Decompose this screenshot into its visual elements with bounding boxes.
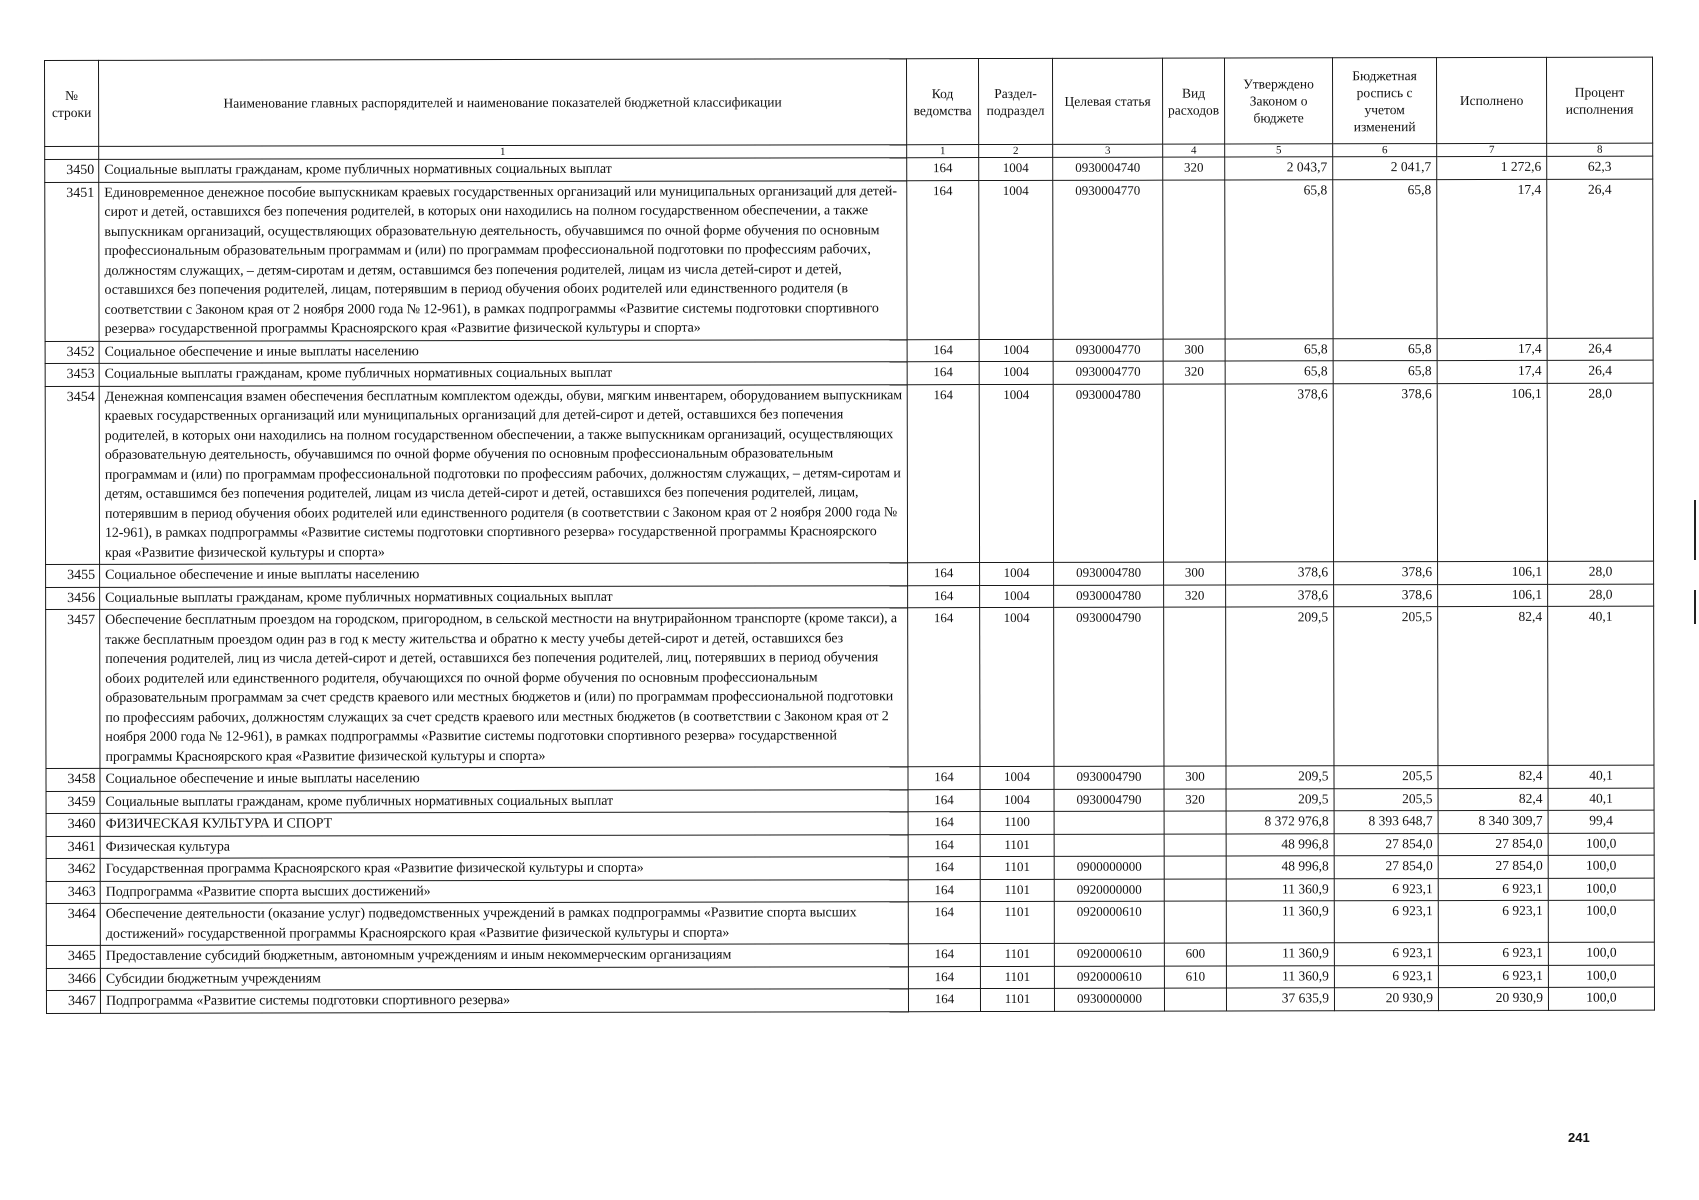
dept-code: 164 — [908, 812, 980, 835]
col-number — [45, 146, 99, 159]
margin-mark — [1694, 590, 1696, 624]
col-header-target-item: Целевая статья — [1052, 58, 1162, 144]
dept-code: 164 — [908, 944, 980, 967]
execution-percent: 40,1 — [1548, 788, 1654, 811]
section-code: 1004 — [980, 607, 1054, 766]
budget-list-amount: 20 930,9 — [1334, 988, 1438, 1011]
budget-table — [44, 57, 1655, 1014]
expense-type: 320 — [1164, 789, 1226, 812]
expense-type: 320 — [1163, 157, 1225, 180]
execution-percent: 26,4 — [1547, 338, 1653, 361]
dept-code: 164 — [907, 158, 979, 181]
target-item: 0930004790 — [1054, 766, 1164, 789]
dept-code: 164 — [908, 585, 980, 608]
budget-list-amount: 27 854,0 — [1334, 856, 1438, 879]
expense-type — [1164, 834, 1226, 857]
table-row — [46, 900, 1654, 945]
executed-amount: 106,1 — [1438, 561, 1548, 584]
col-number: 1 — [99, 145, 907, 160]
target-item: 0900000000 — [1054, 856, 1164, 879]
expense-type: 320 — [1164, 585, 1226, 608]
executed-amount: 6 923,1 — [1438, 965, 1548, 988]
budget-list-amount: 378,6 — [1334, 584, 1438, 607]
target-item: 0930000000 — [1054, 988, 1164, 1011]
col-header-name: Наименование главных распорядителей и наименование показателей бюджетной классификации — [99, 59, 907, 147]
row-number: 3464 — [46, 903, 100, 945]
section-code: 1101 — [980, 966, 1054, 989]
target-item: 0930004770 — [1053, 361, 1163, 384]
col-number: 7 — [1437, 143, 1547, 156]
col-header-section: Раздел-подраздел — [978, 58, 1052, 144]
execution-percent: 26,4 — [1547, 179, 1653, 338]
execution-percent: 26,4 — [1547, 360, 1653, 383]
budget-list-amount: 65,8 — [1333, 338, 1437, 361]
section-code: 1004 — [979, 384, 1053, 563]
executed-amount: 8 340 309,7 — [1438, 810, 1548, 833]
approved-amount: 209,5 — [1226, 766, 1334, 789]
table-row — [45, 338, 1653, 364]
expense-type: 320 — [1163, 361, 1225, 384]
approved-amount: 65,8 — [1225, 179, 1333, 338]
target-item: 0930004790 — [1054, 607, 1164, 766]
table-row — [46, 833, 1654, 859]
row-number: 3455 — [46, 564, 100, 587]
executed-amount: 6 923,1 — [1438, 878, 1548, 901]
dept-code: 164 — [908, 902, 980, 944]
budget-list-amount: 378,6 — [1334, 562, 1438, 585]
row-name: Социальные выплаты гражданам, кроме публичных нормативных социальных выплат — [99, 362, 907, 386]
expense-type: 300 — [1163, 339, 1225, 362]
table-row — [46, 810, 1654, 836]
execution-percent: 99,4 — [1548, 810, 1654, 833]
table-row — [45, 156, 1653, 182]
row-number: 3466 — [46, 968, 100, 991]
col-number: 4 — [1163, 144, 1225, 157]
section-code: 1101 — [980, 879, 1054, 902]
budget-list-amount: 205,5 — [1334, 766, 1438, 789]
table-row — [46, 788, 1654, 814]
row-name: Социальное обеспечение и иные выплаты населению — [99, 339, 907, 363]
target-item: 0930004770 — [1053, 339, 1163, 362]
section-code: 1004 — [979, 361, 1053, 384]
row-number: 3458 — [46, 768, 100, 791]
execution-percent: 28,0 — [1547, 383, 1653, 562]
table-row — [45, 179, 1653, 341]
dept-code: 164 — [907, 180, 979, 339]
approved-amount: 48 996,8 — [1226, 856, 1334, 879]
row-name: Подпрограмма «Развитие системы подготовки спортивного резерва» — [100, 989, 908, 1013]
approved-amount: 11 360,9 — [1226, 878, 1334, 901]
approved-amount: 65,8 — [1225, 361, 1333, 384]
target-item: 0920000000 — [1054, 879, 1164, 902]
approved-amount: 37 635,9 — [1226, 988, 1334, 1011]
execution-percent: 40,1 — [1548, 765, 1654, 788]
target-item: 0930004780 — [1054, 562, 1164, 585]
row-name: Социальное обеспечение и иные выплаты населению — [100, 767, 908, 791]
executed-amount: 20 930,9 — [1438, 987, 1548, 1010]
table-body — [45, 156, 1655, 1013]
target-item: 0930004790 — [1054, 789, 1164, 812]
approved-amount: 11 360,9 — [1226, 943, 1334, 966]
approved-amount: 11 360,9 — [1226, 965, 1334, 988]
dept-code: 164 — [907, 362, 979, 385]
row-name: Государственная программа Красноярского края «Развитие физической культуры и спорта» — [100, 857, 908, 881]
target-item: 0930004740 — [1053, 157, 1163, 180]
expense-type: 610 — [1164, 966, 1226, 989]
budget-list-amount: 378,6 — [1333, 383, 1437, 562]
row-name: Социальное обеспечение и иные выплаты населению — [100, 563, 908, 587]
dept-code: 164 — [908, 767, 980, 790]
col-header-budget-list: Бюджетная роспись с учетом изменений — [1332, 58, 1436, 144]
dept-code: 164 — [907, 384, 979, 563]
section-code: 1004 — [980, 562, 1054, 585]
expense-type: 600 — [1164, 943, 1226, 966]
row-name: Единовременное денежное пособие выпускникам краевых государственных организаций или муниципальных организаций для детей-сирот и детей, оставшихся без попечения родителей, в которых они находились на полном государственном обеспечении, а также выпускникам организаций, осуществляющих образовательную деятельность, обучавшимся по очной форме обучения по основным профессиональным образовательным программам и (или) по программам профессиональной подготовки по профессиям рабочих, должностям служащих, – детям-сиротам и детям, оставшимся без попечения родителей, лицам из числа детей-сирот и детей, оставшихся без попечения родителей, лицам, потерявшим в период обучения обоих родителей или единственного родителя (в соответствии с Законом края от 2 ноября 2000 года № 12-961), в рамках подпрограммы «Развитие системы подготовки спортивного резерва» государственной программы Красноярского края «Развитие физической культуры и спорта» — [99, 180, 907, 341]
section-code: 1004 — [980, 766, 1054, 789]
section-code: 1101 — [980, 856, 1054, 879]
row-name: Предоставление субсидий бюджетным, автономным учреждениям и иным некоммерческим организациям — [100, 944, 908, 968]
col-number: 8 — [1547, 143, 1653, 156]
row-number: 3459 — [46, 791, 100, 814]
row-number: 3451 — [45, 182, 99, 341]
approved-amount: 378,6 — [1226, 584, 1334, 607]
expense-type — [1164, 879, 1226, 902]
col-number: 2 — [979, 144, 1053, 157]
dept-code: 164 — [908, 989, 980, 1012]
target-item — [1054, 811, 1164, 834]
execution-percent: 62,3 — [1547, 156, 1653, 179]
dept-code: 164 — [908, 834, 980, 857]
budget-list-amount: 65,8 — [1333, 179, 1437, 338]
table-row — [46, 584, 1654, 610]
target-item: 0930004780 — [1053, 384, 1163, 563]
execution-percent: 100,0 — [1548, 987, 1654, 1010]
budget-list-amount: 2 041,7 — [1333, 157, 1437, 180]
table-row — [46, 942, 1654, 968]
row-name: Обеспечение деятельности (оказание услуг) подведомственных учреждений в рамках подпрограммы «Развитие спорта высших достижений» государственной программы Красноярского края «Развитие физической культуры и спорта» — [100, 902, 908, 946]
execution-percent: 100,0 — [1548, 965, 1654, 988]
executed-amount: 82,4 — [1438, 606, 1548, 765]
execution-percent: 28,0 — [1548, 584, 1654, 607]
row-number: 3462 — [46, 858, 100, 881]
margin-mark — [1694, 500, 1696, 560]
col-header-row-no: № строки — [45, 60, 99, 146]
expense-type — [1163, 180, 1225, 339]
row-name: Физическая культура — [100, 834, 908, 858]
executed-amount: 27 854,0 — [1438, 855, 1548, 878]
approved-amount: 2 043,7 — [1225, 157, 1333, 180]
target-item: 0920000610 — [1054, 943, 1164, 966]
expense-type — [1163, 384, 1225, 563]
executed-amount: 17,4 — [1437, 179, 1547, 338]
approved-amount: 378,6 — [1226, 562, 1334, 585]
budget-list-amount: 205,5 — [1334, 788, 1438, 811]
target-item: 0930004780 — [1054, 585, 1164, 608]
row-number: 3467 — [46, 990, 100, 1013]
approved-amount: 48 996,8 — [1226, 833, 1334, 856]
section-code: 1004 — [979, 339, 1053, 362]
row-name: Социальные выплаты гражданам, кроме публичных нормативных социальных выплат — [100, 789, 908, 813]
row-number: 3456 — [46, 587, 100, 610]
col-number: 3 — [1053, 144, 1163, 157]
table-row — [46, 855, 1654, 881]
row-name: Подпрограмма «Развитие спорта высших достижений» — [100, 879, 908, 903]
section-code: 1101 — [980, 943, 1054, 966]
row-name: Субсидии бюджетным учреждениям — [100, 966, 908, 990]
section-code: 1004 — [979, 157, 1053, 180]
row-number: 3461 — [46, 836, 100, 859]
execution-percent: 100,0 — [1548, 855, 1654, 878]
section-code: 1004 — [980, 585, 1054, 608]
executed-amount: 106,1 — [1437, 383, 1547, 562]
executed-amount: 6 923,1 — [1438, 942, 1548, 965]
section-code: 1100 — [980, 811, 1054, 834]
table-row — [46, 987, 1654, 1013]
row-name: Социальные выплаты гражданам, кроме публичных нормативных социальных выплат — [99, 158, 907, 182]
approved-amount: 209,5 — [1226, 607, 1334, 766]
budget-list-amount: 6 923,1 — [1334, 965, 1438, 988]
row-number: 3452 — [45, 341, 99, 364]
budget-list-amount: 205,5 — [1334, 607, 1438, 766]
budget-list-amount: 65,8 — [1333, 361, 1437, 384]
executed-amount: 6 923,1 — [1438, 900, 1548, 942]
table-row — [45, 360, 1653, 386]
approved-amount: 209,5 — [1226, 788, 1334, 811]
executed-amount: 17,4 — [1437, 338, 1547, 361]
row-number: 3457 — [46, 609, 100, 768]
executed-amount: 82,4 — [1438, 788, 1548, 811]
table-row — [46, 606, 1654, 768]
section-code: 1004 — [979, 180, 1053, 339]
table-row — [46, 561, 1654, 587]
executed-amount: 106,1 — [1438, 584, 1548, 607]
section-code: 1101 — [980, 988, 1054, 1011]
col-header-percent: Процент исполнения — [1546, 57, 1652, 143]
approved-amount: 8 372 976,8 — [1226, 811, 1334, 834]
target-item: 0920000610 — [1054, 966, 1164, 989]
table-header — [45, 57, 1653, 159]
execution-percent: 40,1 — [1548, 606, 1654, 765]
execution-percent: 100,0 — [1548, 942, 1654, 965]
budget-list-amount: 6 923,1 — [1334, 901, 1438, 943]
col-header-approved: Утверждено Законом о бюджете — [1224, 58, 1332, 144]
executed-amount: 17,4 — [1437, 360, 1547, 383]
execution-percent: 100,0 — [1548, 878, 1654, 901]
budget-list-amount: 6 923,1 — [1334, 878, 1438, 901]
section-code: 1004 — [980, 789, 1054, 812]
target-item — [1054, 834, 1164, 857]
executed-amount: 1 272,6 — [1437, 156, 1547, 179]
table-row — [46, 765, 1654, 791]
table-row — [46, 878, 1654, 904]
row-name: ФИЗИЧЕСКАЯ КУЛЬТУРА И СПОРТ — [100, 812, 908, 836]
row-number: 3463 — [46, 881, 100, 904]
approved-amount: 378,6 — [1225, 383, 1333, 562]
row-number: 3453 — [45, 363, 99, 386]
row-number: 3454 — [45, 386, 99, 565]
col-number: 6 — [1333, 144, 1437, 157]
execution-percent: 28,0 — [1548, 561, 1654, 584]
execution-percent: 100,0 — [1548, 833, 1654, 856]
expense-type — [1164, 988, 1226, 1011]
approved-amount: 11 360,9 — [1226, 901, 1334, 943]
dept-code: 164 — [908, 608, 980, 767]
executed-amount: 27 854,0 — [1438, 833, 1548, 856]
expense-type: 300 — [1164, 562, 1226, 585]
section-code: 1101 — [980, 901, 1054, 943]
section-code: 1101 — [980, 834, 1054, 857]
dept-code: 164 — [908, 563, 980, 586]
budget-list-amount: 27 854,0 — [1334, 833, 1438, 856]
row-number: 3460 — [46, 813, 100, 836]
row-name: Обеспечение бесплатным проездом на городском, пригородном, в сельской местности на внутрирайонном транспорте (кроме такси), а также бесплатным проездом один раз в год к месту жительства и обратно к месту учебы детей-сирот и детей, оставшихся без попечения родителей, лиц из числа детей-сирот и детей, оставшихся без попечения родителей, лиц, потерявших в период обучения обоих родителей или единственного родителя, обучающихся по очной форме обучения по основным профессиональным образовательным программам за счет средств краевого или местных бюджетов и (или) по программам профессиональной подготовки по профессиям рабочих, должностям служащих за счет средств краевого или местных бюджетов (в соответствии с Законом края от 2 ноября 2000 года № 12-961), в рамках подпрограммы «Развитие системы подготовки спортивного резерва» государственной программы Красноярского края «Развитие физической культуры и спорта» — [100, 608, 908, 769]
table-row — [45, 383, 1653, 565]
row-name: Денежная компенсация взамен обеспечения бесплатным комплектом одежды, обуви, мягким инвентарем, оборудованием выпускникам краевых государственных организаций или муниципальных организаций для детей-сирот и детей, оставшихся без попечения родителей, в которых они находились на полном государственном обеспечении, а также выпускникам организаций, осуществляющих образовательную деятельность, обучавшимся по очной форме обучения по основным профессиональным образовательным программам и (или) по программам профессиональной подготовки по профессиям рабочих, должностям служащих, – детям-сиротам и детям, оставшимся без попечения родителей, лицам из числа детей-сирот и детей, оставшихся без попечения родителей, лицам, потерявшим в период обучения обоих родителей или единственного родителя (в соответствии с Законом края от 2 ноября 2000 года № 12-961), в рамках подпрограммы «Развитие системы подготовки спортивного резерва» государственной программы Красноярского края «Развитие физической культуры и спорта» — [99, 384, 907, 564]
target-item: 0920000610 — [1054, 901, 1164, 943]
dept-code: 164 — [908, 879, 980, 902]
dept-code: 164 — [907, 339, 979, 362]
col-header-executed: Исполнено — [1436, 57, 1546, 143]
expense-type — [1164, 607, 1226, 766]
target-item: 0930004770 — [1053, 180, 1163, 339]
budget-list-amount: 8 393 648,7 — [1334, 811, 1438, 834]
dept-code: 164 — [908, 857, 980, 880]
executed-amount: 82,4 — [1438, 765, 1548, 788]
expense-type — [1164, 811, 1226, 834]
dept-code: 164 — [908, 966, 980, 989]
expense-type — [1164, 856, 1226, 879]
approved-amount: 65,8 — [1225, 338, 1333, 361]
dept-code: 164 — [908, 789, 980, 812]
row-name: Социальные выплаты гражданам, кроме публичных нормативных социальных выплат — [100, 585, 908, 609]
expense-type: 300 — [1164, 766, 1226, 789]
col-number: 1 — [907, 145, 979, 158]
col-header-dept-code: Код ведомства — [906, 59, 978, 145]
budget-list-amount: 6 923,1 — [1334, 943, 1438, 966]
expense-type — [1164, 901, 1226, 943]
execution-percent: 100,0 — [1548, 900, 1654, 942]
row-number: 3465 — [46, 945, 100, 968]
page-number: 241 — [1568, 1130, 1590, 1145]
table-row — [46, 965, 1654, 991]
col-header-expense-type: Вид расходов — [1162, 58, 1224, 144]
row-number: 3450 — [45, 159, 99, 182]
col-number: 5 — [1225, 144, 1333, 157]
